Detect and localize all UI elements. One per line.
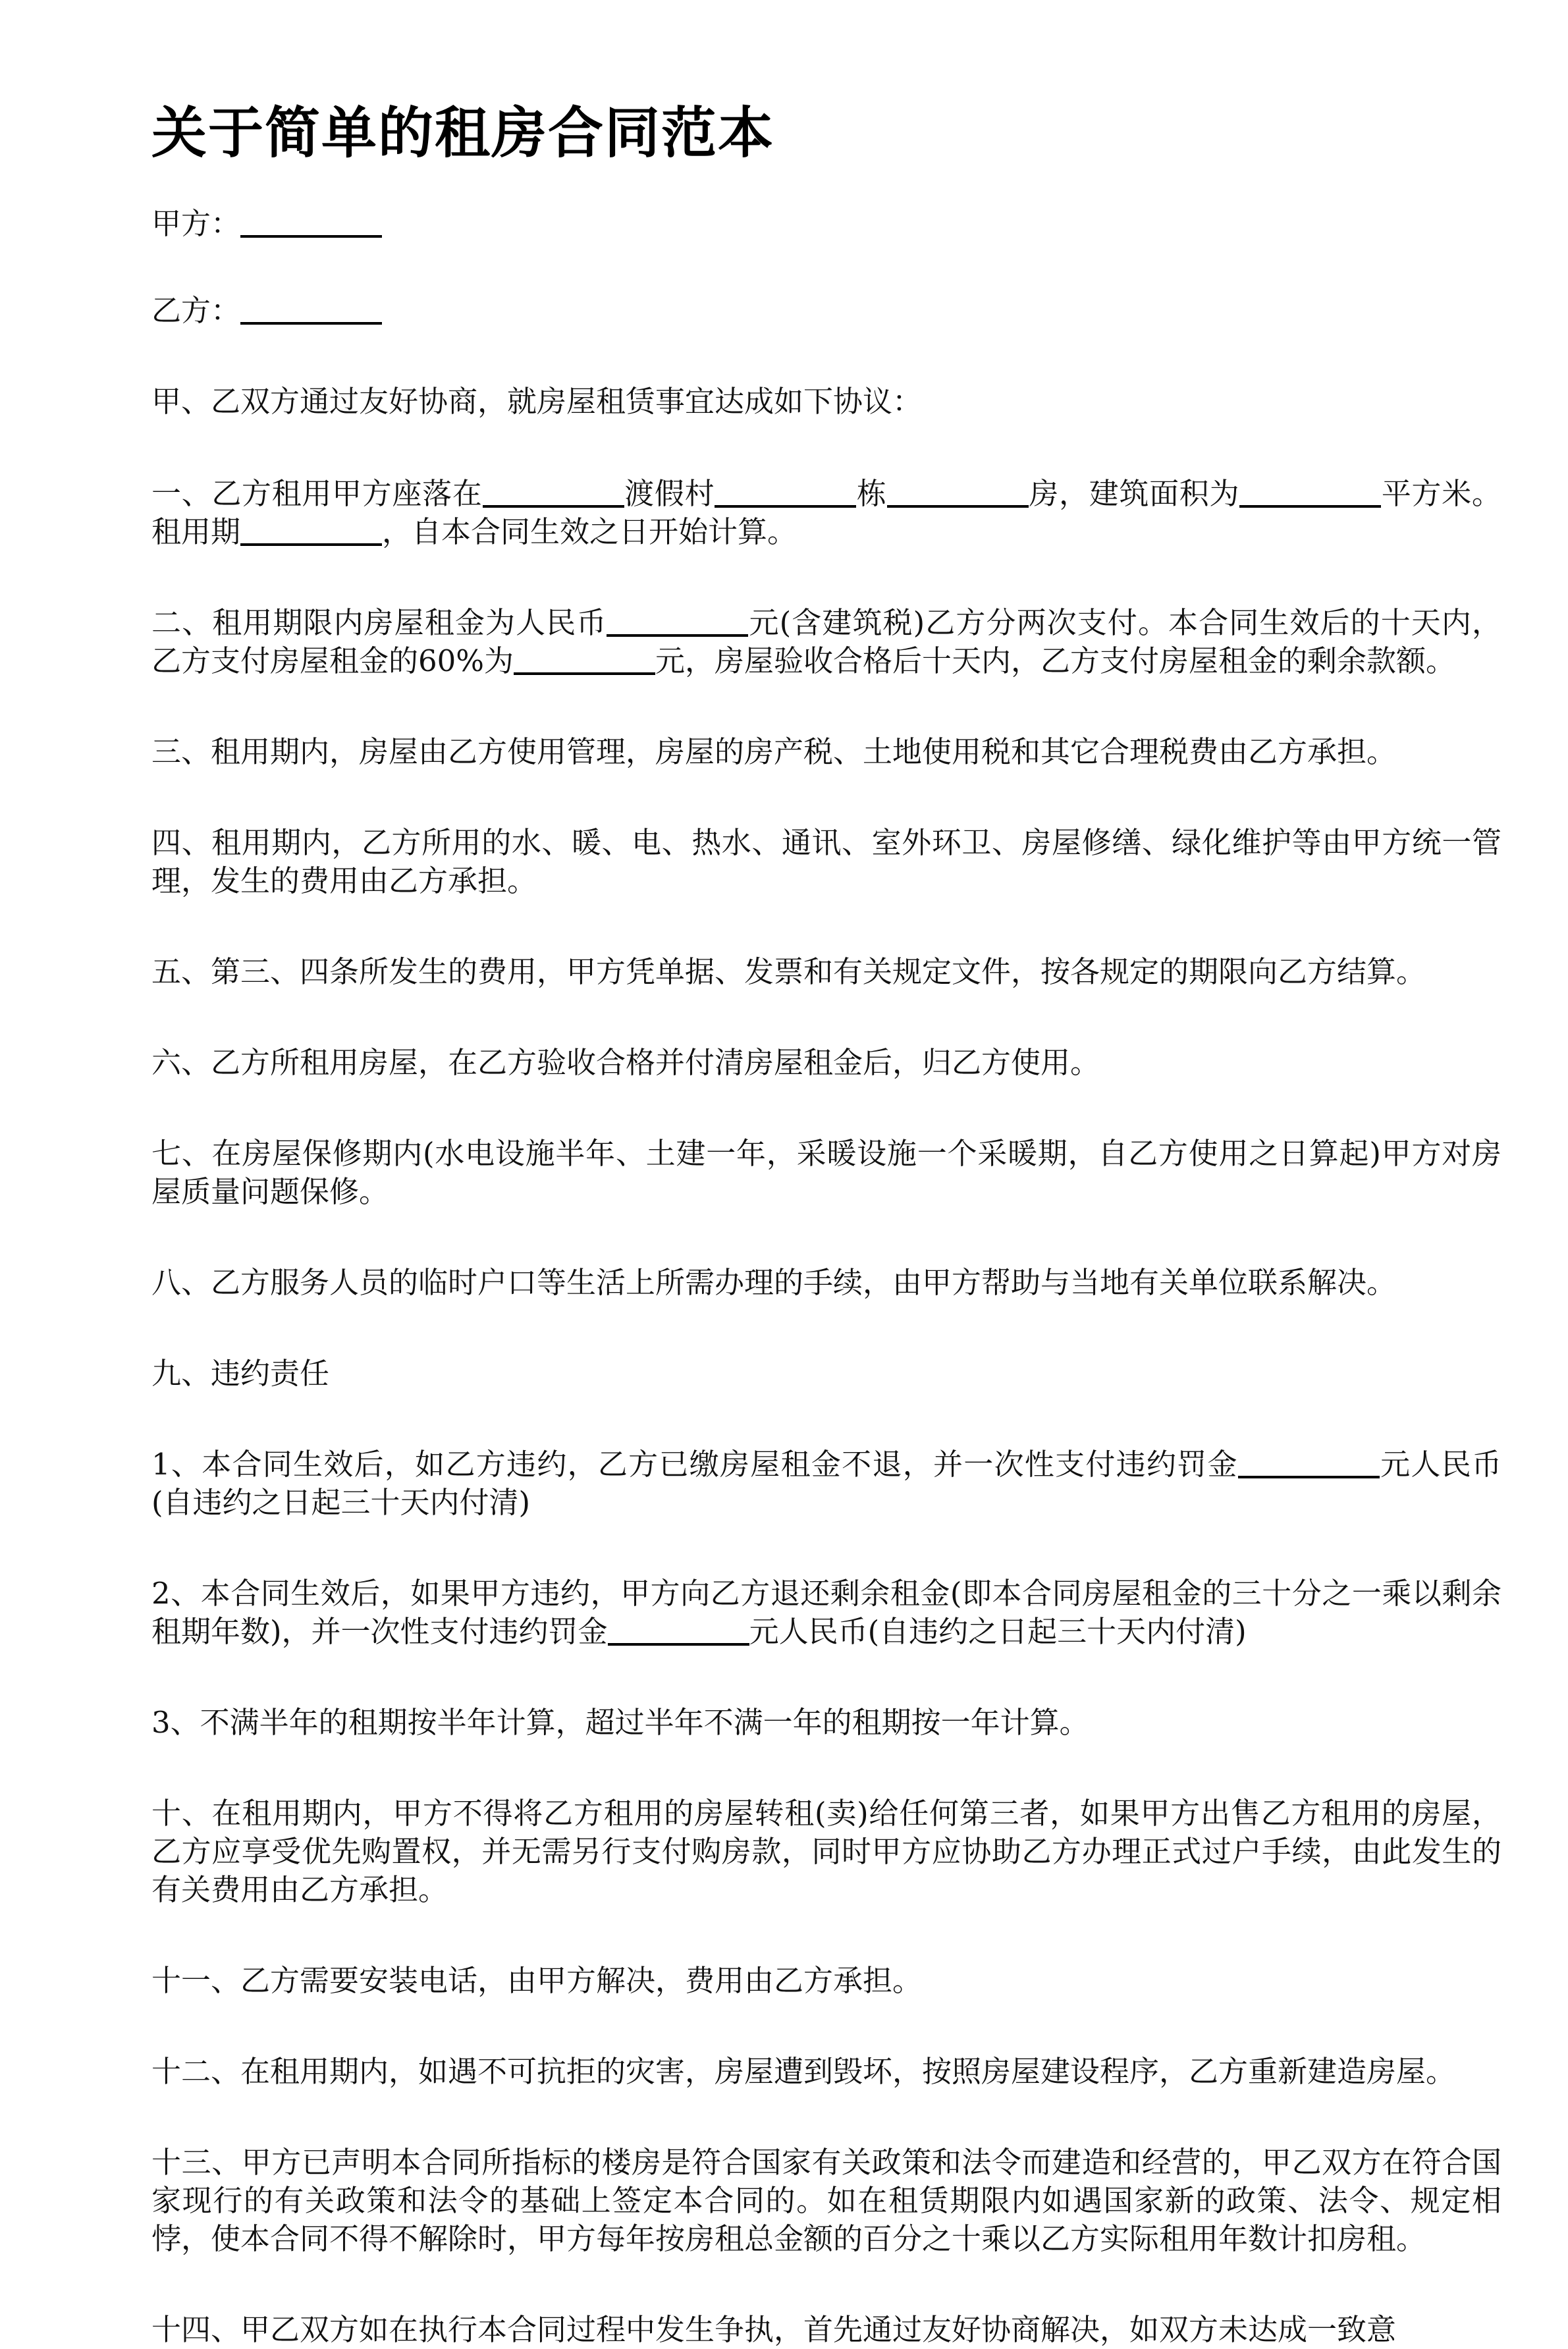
clause-11: 十一、乙方需要安装电话，由甲方解决，费用由乙方承担。 xyxy=(151,1963,923,1998)
party-b-label: 乙方： xyxy=(151,293,241,328)
clause-2 xyxy=(151,604,1501,680)
clause-10: 十、在租用期内，甲方不得将乙方租用的房屋转租(卖)给任何第三者，如果甲方出售乙方租用的房屋，乙方应享受优先购置权，并无需另行支付购房款，同时甲方应协助乙方办理正式过户手续，由此发生的有关费用由乙方承担。 xyxy=(151,1796,1501,1907)
clause-9-1 xyxy=(151,1445,1501,1522)
blank-penalty-b xyxy=(1238,1449,1380,1478)
clause-1-text-f: ，自本合同生效之日开始计算。 xyxy=(382,514,798,549)
clause-3: 三、租用期内，房屋由乙方使用管理，房屋的房产税、土地使用税和其它合理税费由乙方承担。 xyxy=(151,734,1397,769)
clause-9-2-text-b: 元人民币(自违约之日起三十天内付清) xyxy=(749,1614,1247,1649)
blank-term xyxy=(240,517,382,546)
intro-paragraph: 甲、乙双方通过友好协商，就房屋租赁事宜达成如下协议： xyxy=(151,384,923,419)
clause-9-2 xyxy=(151,1575,1501,1651)
clause-2-text-c: 元，房屋验收合格后十天内，乙方支付房屋租金的剩余款额。 xyxy=(655,643,1456,678)
clause-1-text-e: 平方米。租用期 xyxy=(151,476,1501,549)
clause-2-text-a: 二、租用期限内房屋租金为人民币 xyxy=(151,605,607,640)
blank-village xyxy=(715,479,856,508)
clause-4: 四、租用期内，乙方所用的水、暖、电、热水、通讯、室外环卫、房屋修缮、绿化维护等由甲方统一管理，发生的费用由乙方承担。 xyxy=(151,825,1501,898)
document-title: 关于简单的租房合同范本 xyxy=(151,101,775,165)
party-a-label: 甲方： xyxy=(151,206,241,241)
clause-9-2-text-a: 2、本合同生效后，如果甲方违约，甲方向乙方退还剩余租金(即本合同房屋租金的三十分之一乘以剩余租期年数)，并一次性支付违约罚金 xyxy=(151,1576,1501,1649)
clause-1-text-b: 渡假村 xyxy=(624,476,715,511)
clause-9-3: 3、不满半年的租期按半年计算，超过半年不满一年的租期按一年计算。 xyxy=(151,1705,1089,1740)
blank-rent xyxy=(607,608,748,637)
document-page xyxy=(151,99,1501,2349)
clause-14: 十四、甲乙双方如在执行本合同过程中发生争执，首先通过友好协商解决，如双方未达成一致意 xyxy=(151,2312,1397,2347)
clause-2-text-b: 元(含建筑税)乙方分两次支付。本合同生效后的十天内，乙方支付房屋租金的60%为 xyxy=(151,605,1501,678)
clause-1 xyxy=(151,475,1501,551)
clause-9-heading: 九、违约责任 xyxy=(151,1356,330,1391)
blank-first-payment xyxy=(514,646,655,675)
blank-building xyxy=(887,479,1029,508)
party-a-line xyxy=(151,205,1501,243)
party-a-blank xyxy=(240,209,382,238)
clause-1-text-d: 房，建筑面积为 xyxy=(1028,476,1240,511)
party-b-blank xyxy=(240,296,382,325)
party-b-line xyxy=(151,292,1501,330)
clause-9-1-text-a: 1、本合同生效后，如乙方违约，乙方已缴房屋租金不退，并一次性支付违约罚金 xyxy=(151,1447,1238,1482)
blank-penalty-a xyxy=(608,1617,749,1646)
clause-12: 十二、在租用期内，如遇不可抗拒的灾害，房屋遭到毁坏，按照房屋建设程序，乙方重新建造房屋。 xyxy=(151,2054,1456,2089)
blank-location xyxy=(483,479,624,508)
clause-8: 八、乙方服务人员的临时户口等生活上所需办理的手续，由甲方帮助与当地有关单位联系解决。 xyxy=(151,1265,1397,1300)
clause-6: 六、乙方所租用房屋，在乙方验收合格并付清房屋租金后，归乙方使用。 xyxy=(151,1045,1100,1080)
clause-9-1-text-b: 元人民币(自违约之日起三十天内付清) xyxy=(151,1447,1501,1520)
clause-1-text-a: 一、乙方租用甲方座落在 xyxy=(151,476,483,511)
clause-1-text-c: 栋 xyxy=(856,476,887,511)
clause-13: 十三、甲方已声明本合同所指标的楼房是符合国家有关政策和法令而建造和经营的，甲乙双方在符合国家现行的有关政策和法令的基础上签定本合同的。如在租赁期限内如遇国家新的政策、法令、规定相悖，使本合同不得不解除时，甲方每年按房租总金额的百分之十乘以乙方实际租用年数计扣房租。 xyxy=(151,2145,1501,2256)
clause-7: 七、在房屋保修期内(水电设施半年、土建一年，采暖设施一个采暖期，自乙方使用之日算起)甲方对房屋质量问题保修。 xyxy=(151,1136,1501,1209)
clause-5: 五、第三、四条所发生的费用，甲方凭单据、发票和有关规定文件，按各规定的期限向乙方结算。 xyxy=(151,954,1426,989)
blank-area xyxy=(1239,479,1381,508)
